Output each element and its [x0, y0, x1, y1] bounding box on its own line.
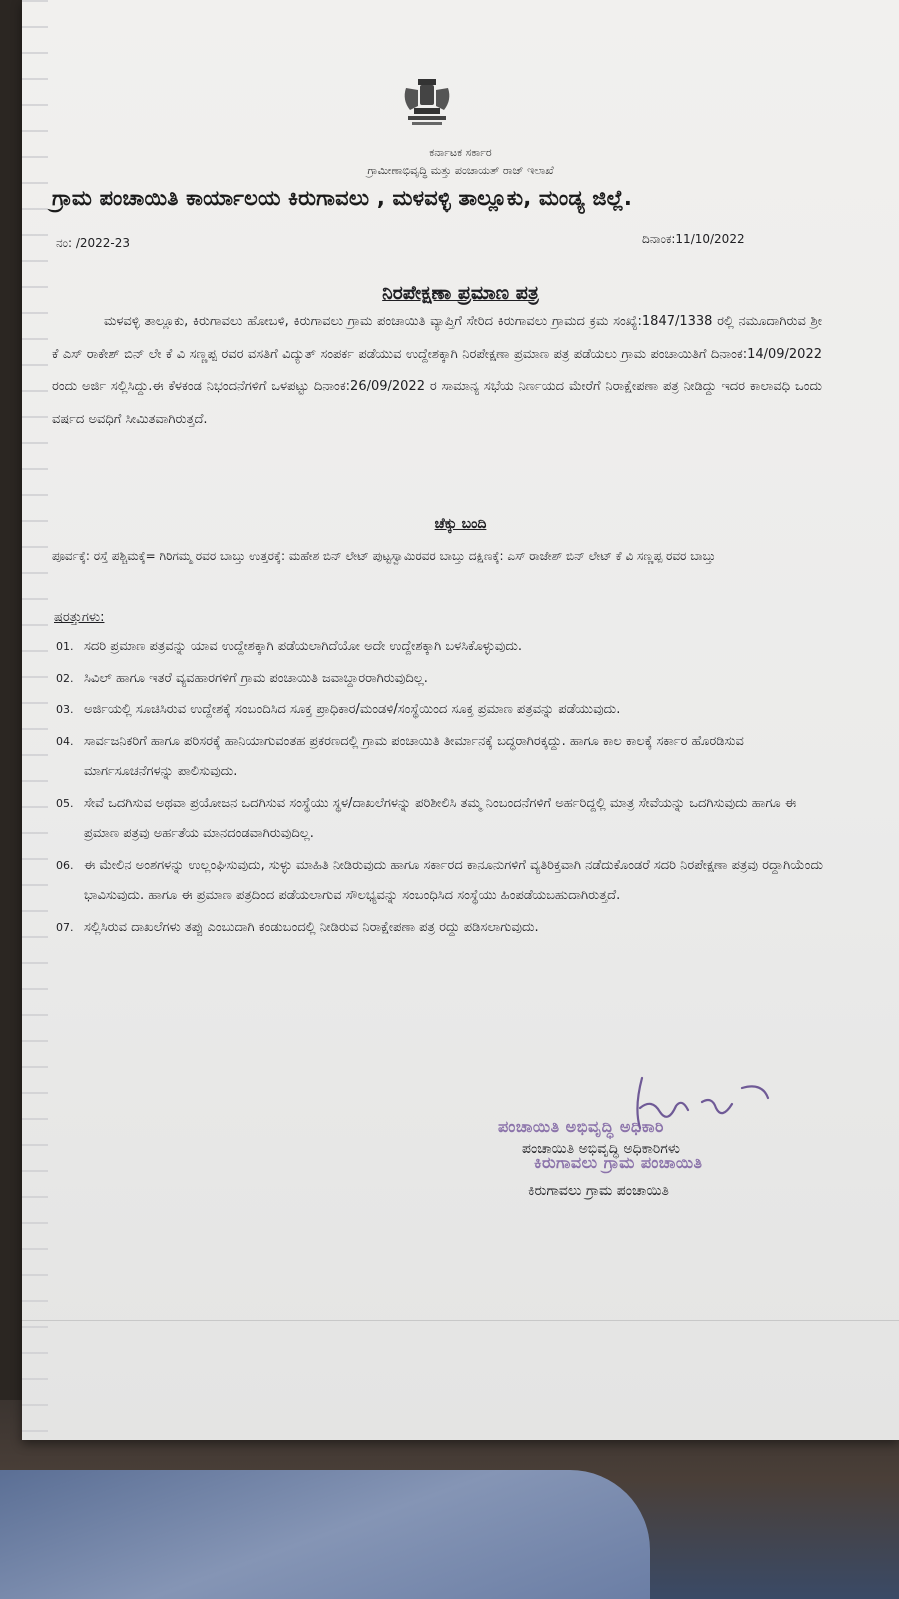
boundaries-title: ಚೆಕ್ಕು ಬಂದಿ — [434, 516, 487, 532]
condition-text: ಸಾರ್ವಜನಿಕರಿಗೆ ಹಾಗೂ ಪರಿಸರಕ್ಕೆ ಹಾನಿಯಾಗುವಂತಹ ಪ್ರಕರಣದಲ್ಲಿ ಗ್ರಾಮ ಪಂಚಾಯಿತಿ ತೀರ್ಮಾನಕ್ಕೆ ಬದ್ಧರಾಗಿರಕ್ಕದ್ದು. ಹಾಗೂ ಕಾಲ ಕಾಲಕ್ಕೆ ಸರ್ಕಾರ ಹೊರಡಿಸುವ ಮಾರ್ಗಸೂಚನೆಗಳನ್ನು ಪಾಲಿಸುವುದು. — [84, 733, 744, 779]
officer-designation — [522, 1140, 680, 1200]
condition-text: ಸಲ್ಲಿಸಿರುವ ದಾಖಲೆಗಳು ತಪ್ಪು ಎಂಬುದಾಗಿ ಕಂಡುಬಂದಲ್ಲಿ ನೀಡಿರುವ ನಿರಾಕ್ಷೇಪಣಾ ಪತ್ರ ರದ್ದು ಪಡಿಸಲಾಗುವುದು. — [84, 919, 539, 935]
condition-item — [56, 695, 826, 726]
issue-date: ದಿನಾಂಕ:11/10/2022 — [642, 232, 745, 246]
boundaries-text: ಪೂರ್ವಕ್ಕೆ: ರಸ್ತೆ ಪಶ್ಚಿಮಕ್ಕೆ= ಗಿರಿಗಮ್ಮ ರವರ ಬಾಬ್ತು ಉತ್ತರಕ್ಕೆ: ಮಹೇಶ ಬಿನ್ ಲೇಟ್ ಪುಟ್ಟಸ್ವಾಮಿರವರ ಬಾಬ್ತು ದಕ್ಷಿಣಕ್ಕೆ: ಎಸ್ ರಾಜೇಶ್ ಬಿನ್ ಲೇಟ್ ಕೆ ವಿ ಸಣ್ಣಪ್ಪ ರವರ ಬಾಬ್ತು — [52, 549, 716, 563]
condition-item — [56, 664, 826, 695]
condition-number: 01. — [56, 640, 74, 653]
karnataka-emblem-icon — [400, 76, 454, 128]
condition-text: ಸಿವಿಲ್ ಹಾಗೂ ಇತರೆ ವ್ಯವಹಾರಗಳಿಗೆ ಗ್ರಾಮ ಪಂಚಾಯಿತಿ ಜವಾಬ್ದಾರರಾಗಿರುವುದಿಲ್ಲ. — [84, 670, 428, 686]
condition-item — [56, 851, 826, 912]
department-name: ಗ್ರಾಮೀಣಾಭಿವೃದ್ಧಿ ಮತ್ತು ಪಂಚಾಯತ್ ರಾಜ್ ಇಲಾಖೆ — [367, 164, 554, 177]
condition-item — [56, 632, 826, 663]
condition-item — [56, 727, 826, 788]
condition-text: ಈ ಮೇಲಿನ ಅಂಶಗಳನ್ನು ಉಲ್ಲಂಘಿಸುವುದು, ಸುಳ್ಳು ಮಾಹಿತಿ ನೀಡಿರುವುದು ಹಾಗೂ ಸರ್ಕಾರದ ಕಾನೂನುಗಳಿಗೆ ವ್ಯತಿರಿಕ್ತವಾಗಿ ನಡೆದುಕೊಂಡರೆ ಸದರಿ ನಿರಪೇಕ್ಷಣಾ ಪತ್ರವು ರದ್ದಾಗಿಯೆಂದು ಭಾವಿಸುವುದು. ಹಾಗೂ ಈ ಪ್ರಮಾಣ ಪತ್ರದಿಂದ ಪಡೆಯಲಾಗುವ ಸೌಲಭ್ಯವನ್ನು ಸಂಬಂಧಿಸಿದ ಸಂಸ್ಥೆಯು ಹಿಂಪಡೆಯಬಹುದಾಗಿರುತ್ತದೆ. — [84, 857, 823, 903]
condition-number: 02. — [56, 671, 74, 685]
condition-number: 07. — [56, 920, 74, 934]
condition-text: ಅರ್ಜಿಯಲ್ಲಿ ಸೂಚಿಸಿರುವ ಉದ್ದೇಶಕ್ಕೆ ಸಂಬಂದಿಸಿದ ಸೂಕ್ತ ಪ್ರಾಧಿಕಾರ/ಮಂಡಳಿ/ಸಂಸ್ಥೆಯಿಂದ ಸೂಕ್ತ ಪ್ರಮಾಣ ಪತ್ರವನ್ನು ಪಡೆಯುವುದು. — [84, 702, 621, 717]
blue-cloth — [0, 1470, 650, 1599]
condition-number: 06. — [56, 858, 74, 872]
body-paragraph: ಮಳವಳ್ಳಿ ತಾಲ್ಲೂಕು, ಕಿರುಗಾವಲು ಹೋಬಳಿ, ಕಿರುಗಾವಲು ಗ್ರಾಮ ಪಂಚಾಯಿತಿ ವ್ಯಾಪ್ತಿಗೆ ಸೇರಿದ ಕಿರುಗಾವಲು ಗ್ರಾಮದ ಕ್ರಮ ಸಂಖ್ಯೆ:1847/1338 ರಲ್ಲಿ ನಮೂದಾಗಿರುವ ಶ್ರೀ ಕೆ ಎಸ್ ರಾಕೇಶ್ ಬಿನ್ ಲೇ ಕೆ ವಿ ಸಣ್ಣಪ್ಪ ರವರ ವಸತಿಗೆ ವಿದ್ಯುತ್ ಸಂಪರ್ಕ ಪಡೆಯುವ ಉದ್ದೇಶಕ್ಕಾಗಿ ನಿರಪೇಕ್ಷಣಾ ಪ್ರಮಾಣ ಪತ್ರ ಪಡೆಯಲು ಗ್ರಾಮ ಪಂಚಾಯಿತಿಗೆ ದಿನಾಂಕ:14/09/2022 ರಂದು ಅರ್ಜಿ ಸಲ್ಲಿಸಿದ್ದು.ಈ ಕೆಳಕಂಡ ನಿಭಂದನೆಗಳಿಗೆ ಒಳಪಟ್ಟು ದಿನಾಂಕ:26/09/2022 ರ ಸಾಮಾನ್ಯ ಸಭೆಯ ನಿರ್ಣಯದ ಮೇರೆಗೆ ನಿರಾಕ್ಷೇಪಣಾ ಪತ್ರ ನೀಡಿದ್ದು ಇದರ ಕಾಲಾವಧಿ ಒಂದು ವರ್ಷದ ಅವಧಿಗೆ ಸೀಮಿತವಾಗಿರುತ್ತದೆ. — [52, 314, 822, 427]
designation-title: ಪಂಚಾಯಿತಿ ಅಭಿವೃದ್ಧಿ ಅಧಿಕಾರಿಗಳು — [522, 1141, 680, 1157]
certificate-title: ನಿರಪೇಕ್ಷಣಾ ಪ್ರಮಾಣ ಪತ್ರ — [382, 282, 539, 304]
condition-number: 05. — [56, 796, 74, 810]
conditions-title: ಷರತ್ತುಗಳು: — [54, 610, 105, 625]
condition-number: 03. — [56, 703, 74, 716]
condition-item — [56, 789, 826, 850]
stamp-line: ಪಂಚಾಯಿತಿ ಅಭಿವೃದ್ಧಿ ಅಧಿಕಾರಿ — [498, 1117, 664, 1136]
page-fold-line — [22, 1320, 899, 1321]
binding-edge — [22, 0, 48, 1440]
office-title: ಗ್ರಾಮ ಪಂಚಾಯಿತಿ ಕಾರ್ಯಾಲಯ ಕಿರುಗಾವಲು , ಮಳವಳ್ಳಿ ತಾಲ್ಲೂಕು, ಮಂಡ್ಯ ಜಿಲ್ಲೆ. — [52, 186, 633, 210]
condition-item — [56, 913, 826, 944]
state-name: ಕರ್ನಾಟಕ ಸರ್ಕಾರ — [429, 146, 492, 159]
conditions-list — [56, 632, 826, 944]
stamp-line: ಕಿರುಗಾವಲು ಗ್ರಾಮ ಪಂಚಾಯಿತಿ — [534, 1153, 703, 1172]
document-page — [22, 0, 899, 1440]
condition-text: ಸದರಿ ಪ್ರಮಾಣ ಪತ್ರವನ್ನು ಯಾವ ಉದ್ದೇಶಕ್ಕಾಗಿ ಪಡೆಯಲಾಗಿದೆಯೋ ಅದೇ ಉದ್ದೇಶಕ್ಕಾಗಿ ಬಳಸಿಕೊಳ್ಳುವುದು. — [84, 639, 523, 654]
condition-text: ಸೇವೆ ಒದಗಿಸುವ ಅಥವಾ ಪ್ರಯೋಜನ ಒದಗಿಸುವ ಸಂಸ್ಥೆಯು ಸ್ಥಳ/ದಾಖಲೆಗಳನ್ನು ಪರಿಶೀಲಿಸಿ ತಮ್ಮ ನಿಂಬಂದನೆಗಳಿಗೆ ಅರ್ಹರಿದ್ದಲ್ಲಿ ಮಾತ್ರ ಸೇವೆಯನ್ನು ಒದಗಿಸುವುದು ಹಾಗೂ ಈ ಪ್ರಮಾಣ ಪತ್ರವು ಅರ್ಹತೆಯ ಮಾನದಂಡವಾಗಿರುವುದಿಲ್ಲ. — [84, 795, 797, 841]
designation-office: ಕಿರುಗಾವಲು ಗ್ರಾಮ ಪಂಚಾಯಿತಿ — [528, 1183, 669, 1199]
condition-number: 04. — [56, 734, 74, 748]
reference-number: ನಂ: /2022-23 — [56, 236, 131, 250]
